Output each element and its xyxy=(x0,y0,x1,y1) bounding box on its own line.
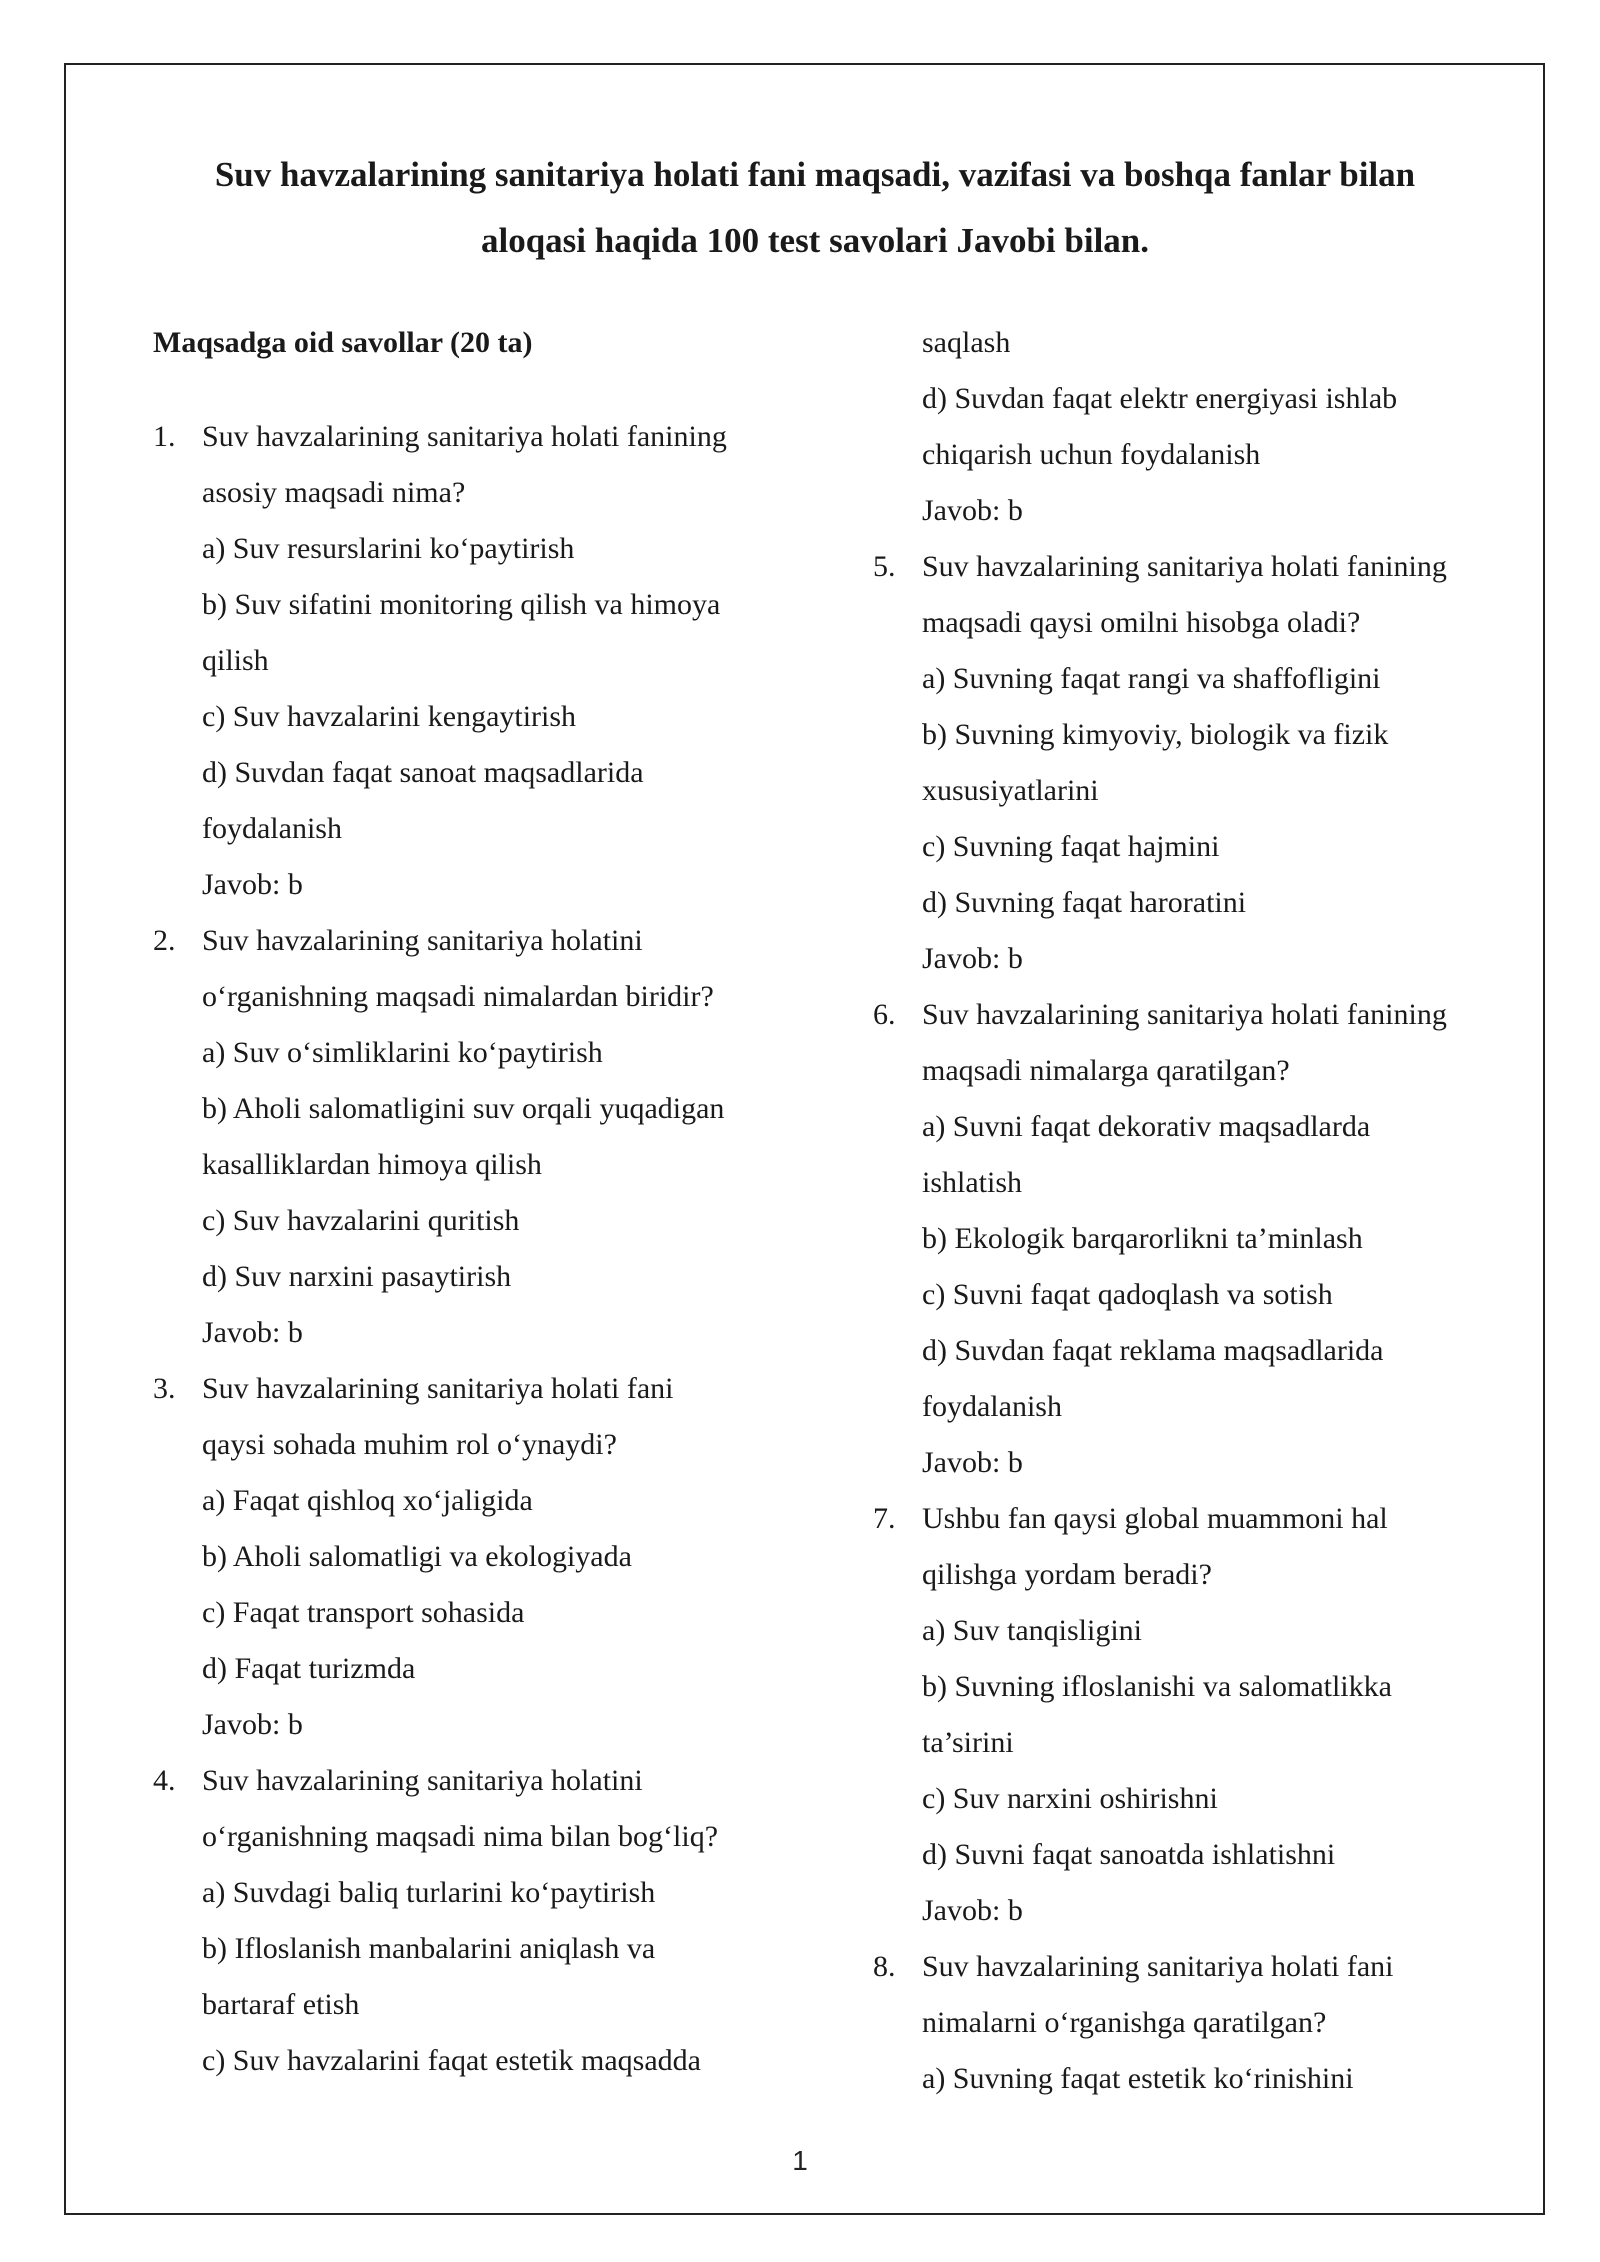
question-3 xyxy=(153,1361,793,1753)
question-5 xyxy=(873,539,1513,987)
section-heading: Maqsadga oid savollar (20 ta) xyxy=(153,326,533,359)
answer-option: a) Suv resurslarini ko‘paytirish xyxy=(202,532,575,565)
correct-answer: Javob: b xyxy=(922,1446,1023,1479)
document-title xyxy=(150,142,1480,274)
question-text: asosiy maqsadi nima? xyxy=(202,476,466,509)
answer-option: d) Suvdan faqat reklama maqsadlarida xyxy=(922,1334,1384,1367)
title-line-2: aloqasi haqida 100 test savolari Javobi bilan. xyxy=(480,221,1150,260)
correct-answer: Javob: b xyxy=(202,1708,303,1741)
question-4 xyxy=(153,1753,793,2089)
answer-option: a) Suvdagi baliq turlarini ko‘paytirish xyxy=(202,1876,656,1909)
correct-answer: Javob: b xyxy=(922,942,1023,975)
correct-answer: Javob: b xyxy=(922,494,1023,527)
answer-option: c) Suvning faqat hajmini xyxy=(922,830,1220,863)
answer-option: a) Suvni faqat dekorativ maqsadlarda xyxy=(922,1110,1371,1143)
question-text: Suv havzalarining sanitariya holatini xyxy=(202,924,643,957)
question-text: Suv havzalarining sanitariya holati fanining xyxy=(922,550,1447,583)
correct-answer: Javob: b xyxy=(202,868,303,901)
answer-option: foydalanish xyxy=(922,1390,1062,1423)
question-text: Suv havzalarining sanitariya holati fani xyxy=(922,1950,1394,1983)
question-text: Suv havzalarining sanitariya holatini xyxy=(202,1764,643,1797)
answer-option: b) Ekologik barqarorlikni ta’minlash xyxy=(922,1222,1363,1255)
answer-option: bartaraf etish xyxy=(202,1988,360,2021)
answer-option: ishlatish xyxy=(922,1166,1023,1199)
answer-option: b) Aholi salomatligi va ekologiyada xyxy=(202,1540,632,1573)
question-text: maqsadi qaysi omilni hisobga oladi? xyxy=(922,606,1361,639)
question-text: maqsadi nimalarga qaratilgan? xyxy=(922,1054,1290,1087)
answer-option: foydalanish xyxy=(202,812,342,845)
question-text: Ushbu fan qaysi global muammoni hal xyxy=(922,1502,1388,1535)
answer-option: a) Suvning faqat estetik ko‘rinishini xyxy=(922,2062,1354,2095)
answer-option: ta’sirini xyxy=(922,1726,1014,1759)
question-number: 7. xyxy=(873,1502,896,1535)
question-text: qilishga yordam beradi? xyxy=(922,1558,1212,1591)
answer-option: a) Suv o‘simliklarini ko‘paytirish xyxy=(202,1036,603,1069)
answer-option: c) Suv havzalarini faqat estetik maqsadda xyxy=(202,2044,701,2077)
question-6 xyxy=(873,987,1513,1491)
answer-option: d) Faqat turizmda xyxy=(202,1652,416,1685)
answer-option: kasalliklardan himoya qilish xyxy=(202,1148,542,1181)
question-number: 2. xyxy=(153,924,176,957)
answer-option: d) Suvdan faqat elektr energiyasi ishlab xyxy=(922,382,1398,415)
question-number: 6. xyxy=(873,998,896,1031)
answer-option: c) Faqat transport sohasida xyxy=(202,1596,525,1629)
question-number: 5. xyxy=(873,550,896,583)
question-number: 4. xyxy=(153,1764,176,1797)
question-number: 8. xyxy=(873,1950,896,1983)
correct-answer: Javob: b xyxy=(202,1316,303,1349)
answer-option: d) Suvni faqat sanoatda ishlatishni xyxy=(922,1838,1336,1871)
question-number: 1. xyxy=(153,420,176,453)
answer-option: b) Suv sifatini monitoring qilish va himoya xyxy=(202,588,721,621)
answer-option: xususiyatlarini xyxy=(922,774,1099,807)
question-number: 3. xyxy=(153,1372,176,1405)
question-8 xyxy=(873,1939,1513,2107)
answer-option: d) Suvning faqat haroratini xyxy=(922,886,1247,919)
answer-option: c) Suv narxini oshirishni xyxy=(922,1782,1218,1815)
title-line-1: Suv havzalarining sanitariya holati fani maqsadi, vazifasi va boshqa fanlar bilan xyxy=(214,155,1416,194)
correct-answer: Javob: b xyxy=(922,1894,1023,1927)
answer-option: a) Suv tanqisligini xyxy=(922,1614,1142,1647)
right-column xyxy=(873,315,1513,2107)
question-4-continued xyxy=(873,315,1513,539)
question-2 xyxy=(153,913,793,1361)
answer-option: b) Ifloslanish manbalarini aniqlash va xyxy=(202,1932,656,1965)
question-7 xyxy=(873,1491,1513,1939)
question-text: Suv havzalarining sanitariya holati fanining xyxy=(202,420,727,453)
answer-option: c) Suvni faqat qadoqlash va sotish xyxy=(922,1278,1333,1311)
question-text: o‘rganishning maqsadi nima bilan bog‘liq? xyxy=(202,1820,719,1853)
question-1 xyxy=(153,409,793,913)
answer-option: d) Suv narxini pasaytirish xyxy=(202,1260,512,1293)
answer-option: d) Suvdan faqat sanoat maqsadlarida xyxy=(202,756,644,789)
question-text: Suv havzalarining sanitariya holati fani xyxy=(202,1372,674,1405)
answer-option: b) Aholi salomatligini suv orqali yuqadigan xyxy=(202,1092,725,1125)
left-column xyxy=(153,315,793,2089)
answer-option: c) Suv havzalarini kengaytirish xyxy=(202,700,577,733)
question-text: nimalarni o‘rganishga qaratilgan? xyxy=(922,2006,1327,2039)
answer-option: b) Suvning kimyoviy, biologik va fizik xyxy=(922,718,1389,751)
question-text: o‘rganishning maqsadi nimalardan biridir? xyxy=(202,980,714,1013)
page-number: 1 xyxy=(792,2145,808,2176)
answer-option: qilish xyxy=(202,644,269,677)
answer-option: saqlash xyxy=(922,326,1011,359)
question-text: qaysi sohada muhim rol o‘ynaydi? xyxy=(202,1428,617,1461)
answer-option: c) Suv havzalarini quritish xyxy=(202,1204,520,1237)
answer-option: b) Suvning ifloslanishi va salomatlikka xyxy=(922,1670,1392,1703)
question-text: Suv havzalarining sanitariya holati fanining xyxy=(922,998,1447,1031)
answer-option: a) Suvning faqat rangi va shaffofligini xyxy=(922,662,1381,695)
answer-option: a) Faqat qishloq xo‘jaligida xyxy=(202,1484,533,1517)
answer-option: chiqarish uchun foydalanish xyxy=(922,438,1261,471)
